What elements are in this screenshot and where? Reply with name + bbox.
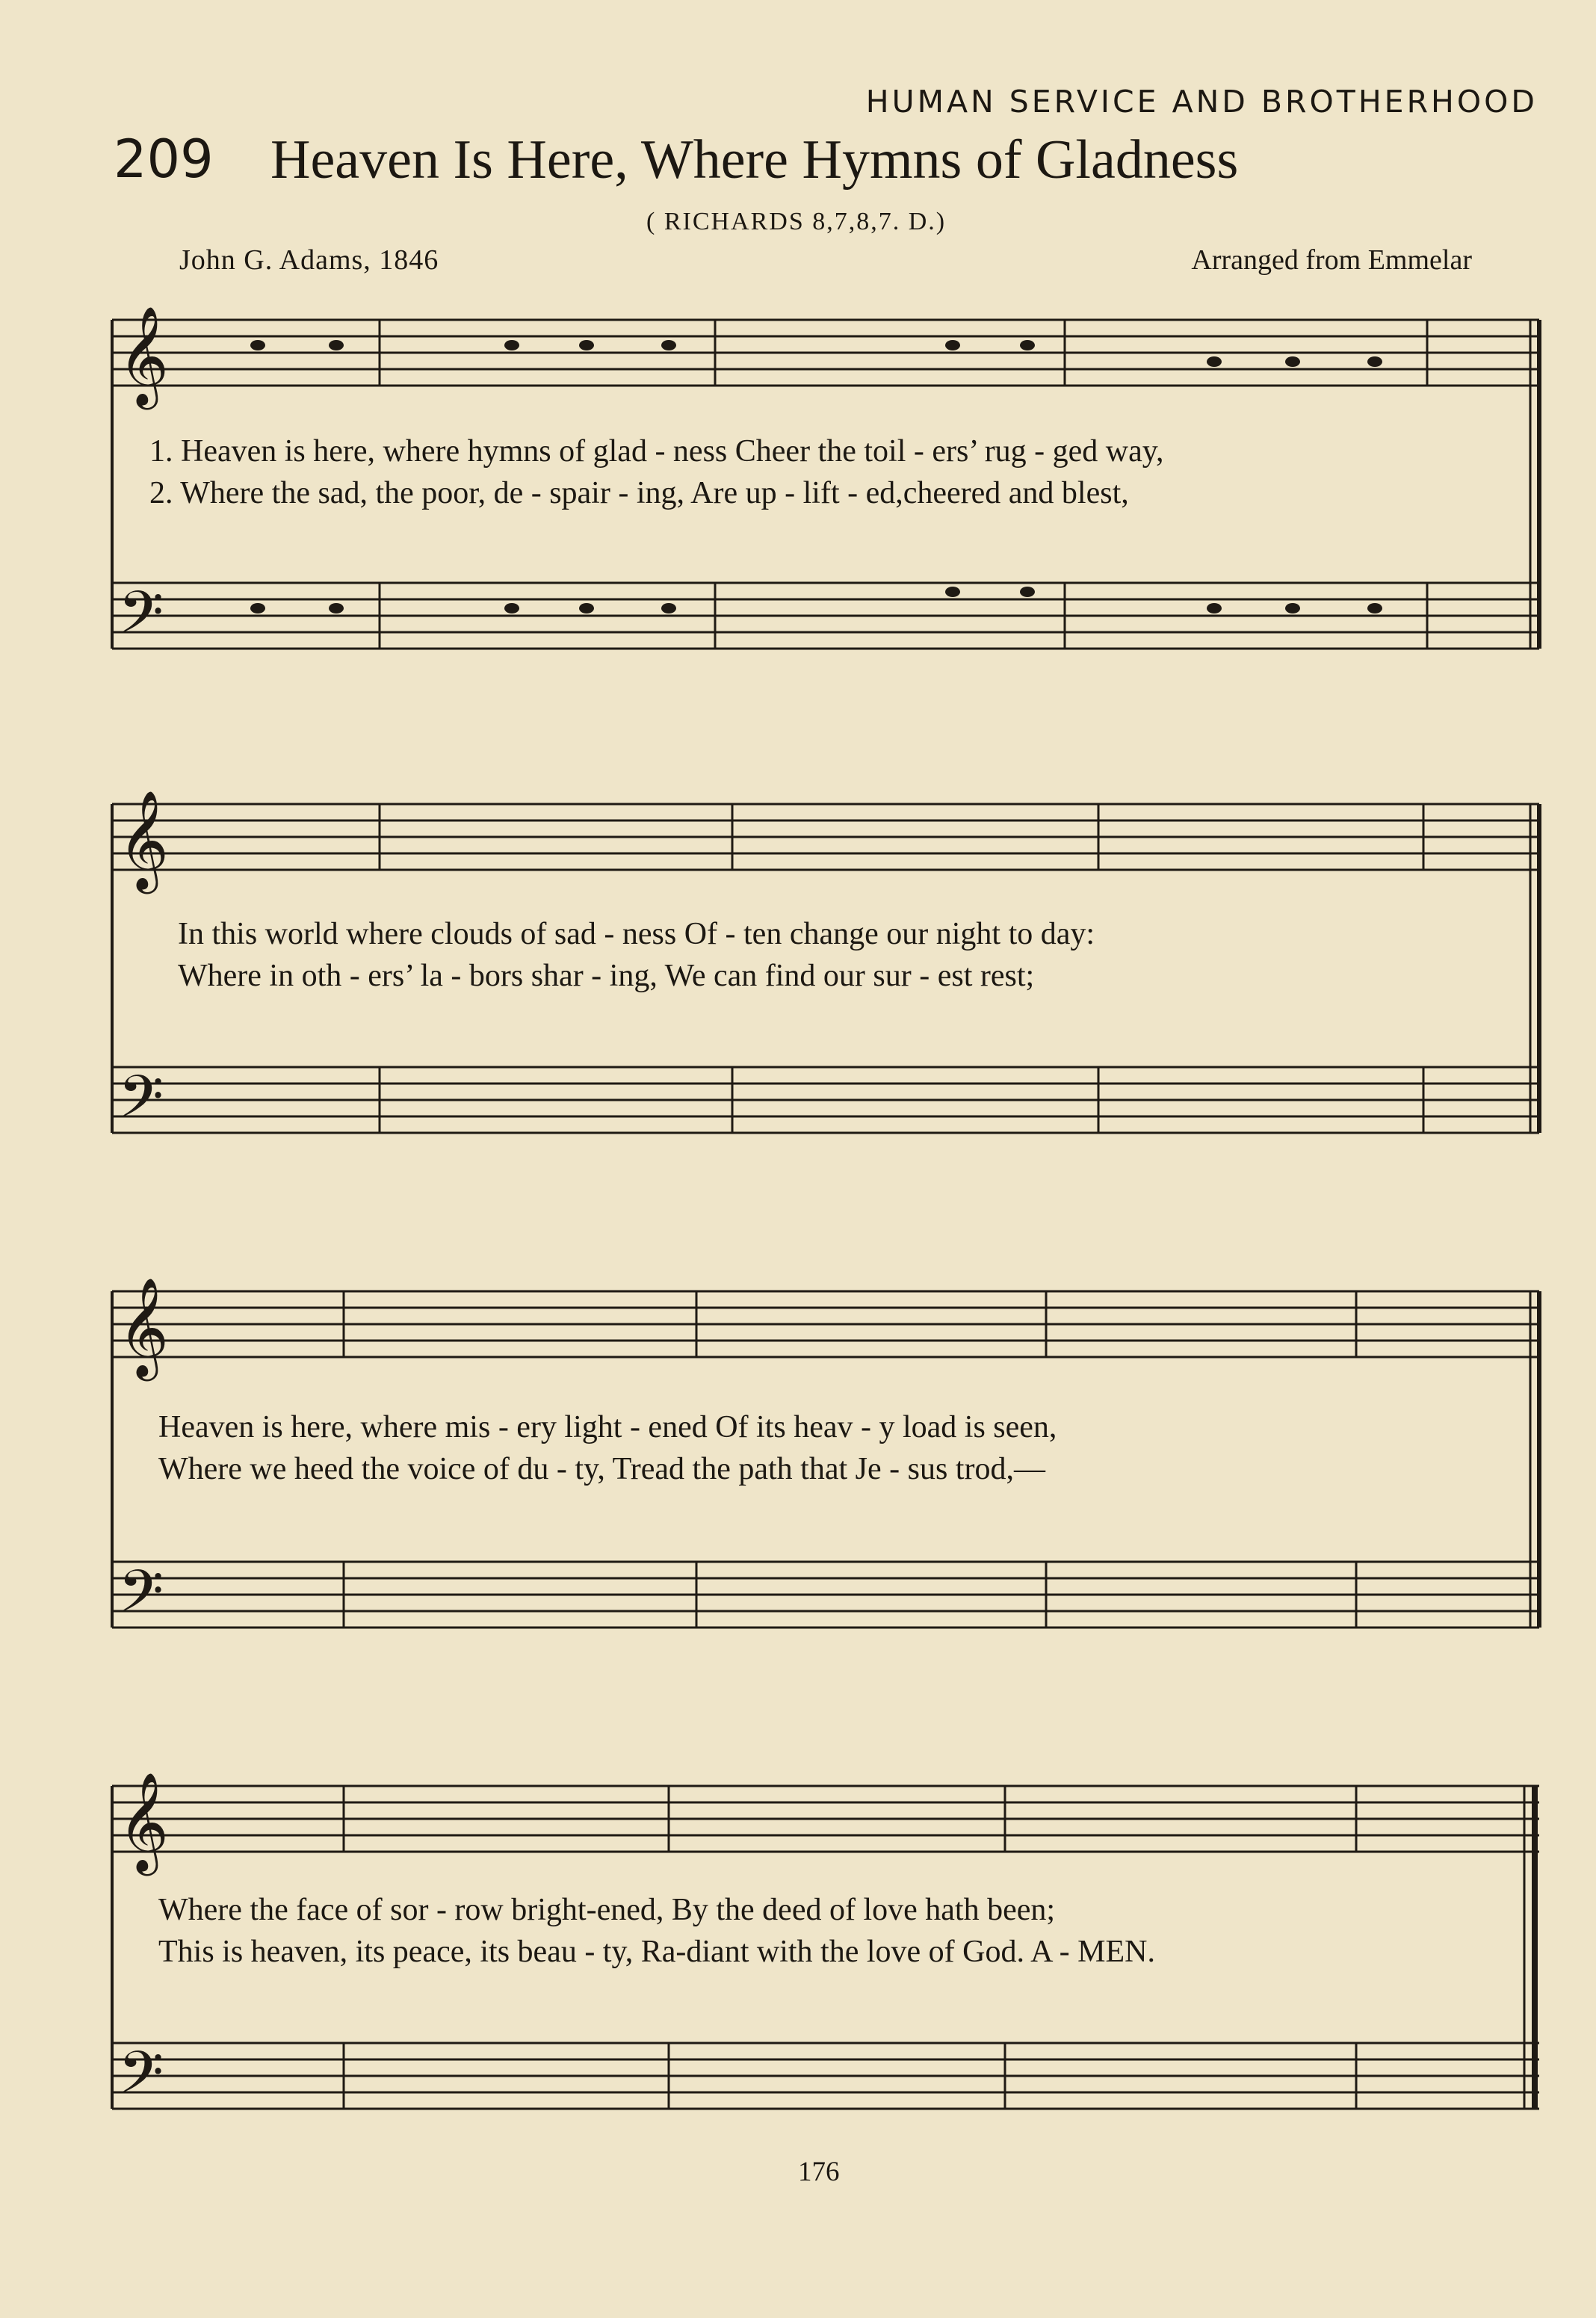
lyric-line: 1. Heaven is here, where hymns of glad - ness Cheer the toil - ers’ rug - ged way, [149,434,1164,469]
lyric-line: Where we heed the voice of du - ty, Tread the path that Je - sus trod,— [158,1452,1045,1486]
lyric-line: Heaven is here, where mis - ery light - ened Of its heav - y load is seen, [158,1410,1057,1444]
hymn-number: 209 [114,129,214,190]
lyric-line: Where in oth - ers’ la - bors shar - ing, We can find our sur - est rest; [178,959,1035,993]
svg-text:𝄢: 𝄢 [118,1558,164,1640]
svg-text:𝄢: 𝄢 [118,2039,164,2121]
page-number: 176 [798,2157,840,2187]
lyric-line: Where the face of sor - row bright-ened, By the deed of love hath been; [158,1893,1056,1927]
svg-text:𝄞: 𝄞 [118,306,169,406]
section-heading: HUMAN SERVICE AND BROTHERHOOD [865,84,1538,120]
hymn-title: Heaven Is Here, Where Hymns of Gladness [270,129,1239,191]
svg-text:𝄞: 𝄞 [118,1772,169,1872]
arranger: Arranged from Emmelar [1191,244,1472,276]
lyric-line: 2. Where the sad, the poor, de - spair - ing, Are up - lift - ed,cheered and blest, [149,476,1129,510]
author: John G. Adams, 1846 [179,244,439,276]
svg-text:𝄞: 𝄞 [118,790,169,890]
lyric-line: This is heaven, its peace, its beau - ty, Ra-diant with the love of God. A - MEN. [158,1935,1155,1969]
tune-name: ( RICHARDS 8,7,8,7. D.) [646,208,947,235]
svg-text:𝄞: 𝄞 [118,1277,169,1377]
svg-text:𝄢: 𝄢 [118,1063,164,1146]
lyric-line: In this world where clouds of sad - ness Of - ten change our night to day: [178,917,1095,951]
svg-text:𝄢: 𝄢 [118,579,164,661]
